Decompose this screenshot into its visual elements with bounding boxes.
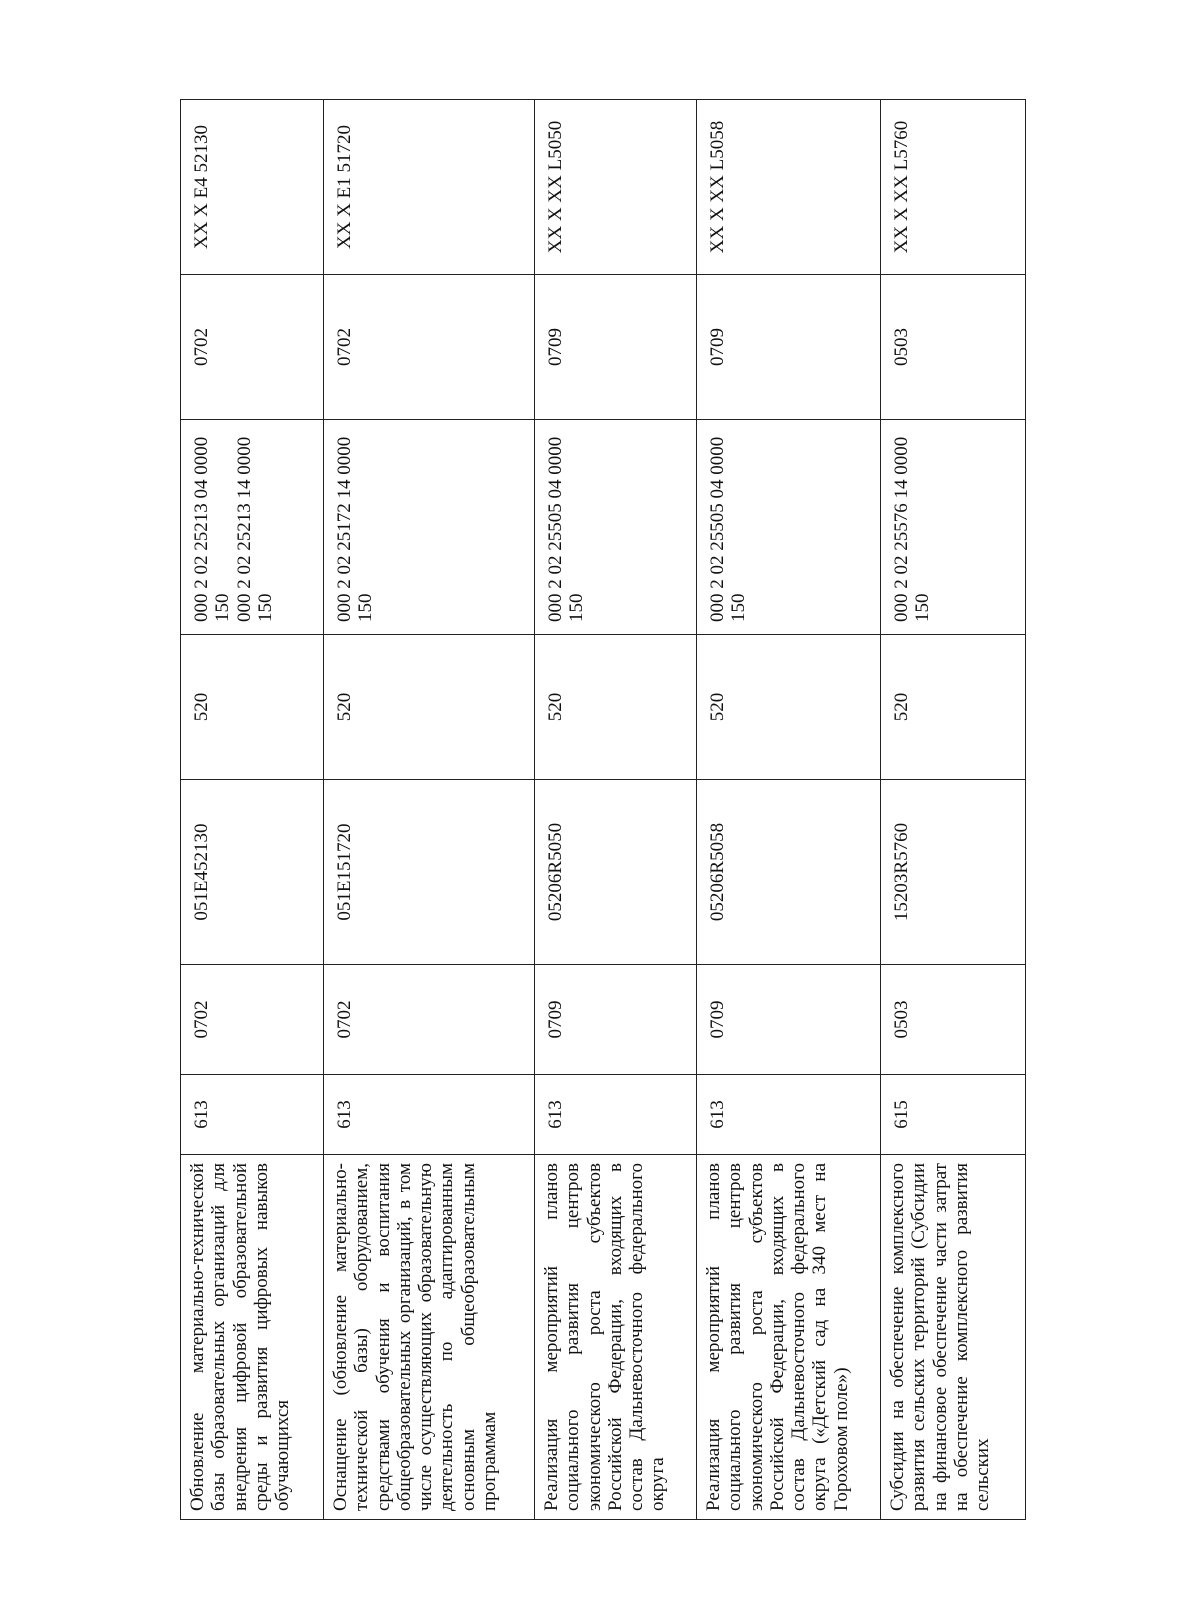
row-section: 0709 xyxy=(697,275,881,420)
row-section: 0503 xyxy=(881,275,1026,420)
table-row xyxy=(697,100,881,1520)
row-csr: 05206R5050 xyxy=(535,780,697,965)
row-description: Реализация мероприятий планов социального развития центров экономического роста субъектов Российской Федерации, входящих в состав Дальневосточного федерального округа («Детский сад на 340 мест на Гороховом поле») xyxy=(697,1155,881,1520)
table-row xyxy=(881,100,1026,1520)
row-code: XX X XX L5760 xyxy=(881,100,1026,275)
row-rzpr: 0709 xyxy=(535,965,697,1075)
row-vr: 613 xyxy=(324,1075,535,1155)
row-section: 0702 xyxy=(324,275,535,420)
row-section: 0709 xyxy=(535,275,697,420)
row-csr: 05206R5058 xyxy=(697,780,881,965)
table-row xyxy=(535,100,697,1520)
table-row xyxy=(324,100,535,1520)
row-admin: 520 xyxy=(881,635,1026,780)
row-rzpr: 0702 xyxy=(181,965,324,1075)
row-vr: 615 xyxy=(881,1075,1026,1155)
row-csr: 15203R5760 xyxy=(881,780,1026,965)
row-code: XX X XX L5058 xyxy=(697,100,881,275)
row-kbk: 000 2 02 25172 14 0000 150 xyxy=(324,420,535,635)
row-description: Обновление материально-технической базы образовательных организаций для внедрения цифровой образовательной среды и развития цифровых навыков обучающихся xyxy=(181,1155,324,1520)
budget-table-rotated xyxy=(180,100,1025,1520)
table-row xyxy=(181,100,324,1520)
row-vr: 613 xyxy=(535,1075,697,1155)
row-kbk: 000 2 02 25576 14 0000 150 xyxy=(881,420,1026,635)
row-rzpr: 0702 xyxy=(324,965,535,1075)
row-csr: 051E452130 xyxy=(181,780,324,965)
row-vr: 613 xyxy=(697,1075,881,1155)
row-section: 0702 xyxy=(181,275,324,420)
row-description: Реализация мероприятий планов социального развития центров экономического роста субъектов Российской Федерации, входящих в состав Дальневосточного федерального округа xyxy=(535,1155,697,1520)
row-rzpr: 0709 xyxy=(697,965,881,1075)
row-kbk: 000 2 02 25213 04 0000 150 000 2 02 25213 14 0000 150 xyxy=(181,420,324,635)
row-admin: 520 xyxy=(697,635,881,780)
row-code: XX X XX L5050 xyxy=(535,100,697,275)
row-code: XX X E1 51720 xyxy=(324,100,535,275)
row-rzpr: 0503 xyxy=(881,965,1026,1075)
row-csr: 051E151720 xyxy=(324,780,535,965)
row-admin: 520 xyxy=(181,635,324,780)
row-kbk: 000 2 02 25505 04 0000 150 xyxy=(535,420,697,635)
budget-classification-table xyxy=(180,99,1026,1520)
row-kbk: 000 2 02 25505 04 0000 150 xyxy=(697,420,881,635)
row-description: Оснащение (обновление материально-технической базы) оборудованием, средствами обучения и воспитания общеобразовательных организаций, в том числе осуществляющих образовательную деятельность по адаптированным основным общеобразовательным программам xyxy=(324,1155,535,1520)
row-vr: 613 xyxy=(181,1075,324,1155)
row-code: XX X E4 52130 xyxy=(181,100,324,275)
row-admin: 520 xyxy=(324,635,535,780)
row-admin: 520 xyxy=(535,635,697,780)
row-description: Субсидии на обеспечение комплексного развития сельских территорий (Субсидии на финансовое обеспечение части затрат на обеспечение комплексного развития сельских xyxy=(881,1155,1026,1520)
